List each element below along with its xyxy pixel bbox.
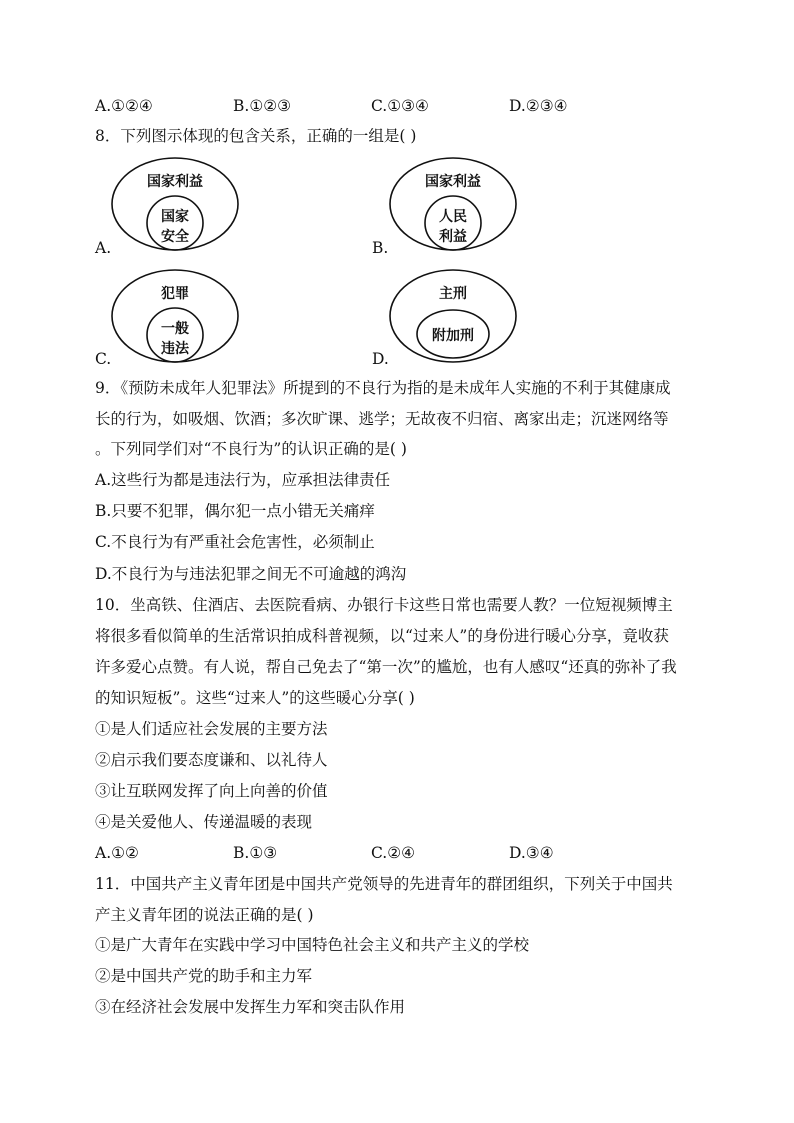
q9-option-c: C.不良行为有严重社会危害性，必须制止 xyxy=(95,533,375,551)
venn-a-inner-line2: 安全 xyxy=(161,229,189,245)
q11-stem-line2: 产主义青年团的说法正确的是( ) xyxy=(95,906,314,924)
venn-diagram-d xyxy=(388,267,518,367)
q10-statement-3: ③让互联网发挥了向上向善的价值 xyxy=(95,782,328,800)
q7-option-c: C.①③④ xyxy=(371,97,429,115)
q10-option-a: A.①② xyxy=(95,844,139,862)
q8-stem: 8．下列图示体现的包含关系，正确的一组是( ) xyxy=(95,127,417,145)
q8-option-d-label: D. xyxy=(372,350,389,368)
venn-d-outer-label: 主刑 xyxy=(439,286,467,302)
q10-stem-line3: 许多爱心点赞。有人说，帮自己免去了“第一次”的尴尬，也有人感叹“还真的弥补了我 xyxy=(95,658,677,676)
venn-c-inner-line1: 一般 xyxy=(161,321,189,337)
venn-b-inner-line2: 利益 xyxy=(439,229,467,245)
q10-stem-line4: 的知识短板”。这些“过来人”的这些暖心分享( ) xyxy=(95,689,415,707)
q9-stem-line1: 9．《预防未成年人犯罪法》所提到的不良行为指的是未成年人实施的不利于其健康成 xyxy=(95,379,671,397)
q11-statement-2: ②是中国共产党的助手和主力军 xyxy=(95,967,313,985)
q11-stem-line1: 11．中国共产主义青年团是中国共产党领导的先进青年的群团组织，下列关于中国共 xyxy=(95,875,673,893)
q7-option-b: B.①②③ xyxy=(233,97,292,115)
q9-option-d: D.不良行为与违法犯罪之间无不可逾越的鸿沟 xyxy=(95,565,407,583)
q10-option-d: D.③④ xyxy=(509,844,554,862)
venn-d-inner-line1: 附加刑 xyxy=(432,328,474,344)
venn-a-outer-label: 国家利益 xyxy=(147,174,203,190)
venn-b-inner-line1: 人民 xyxy=(439,209,467,225)
q7-option-d: D.②③④ xyxy=(509,97,568,115)
q11-statement-3: ③在经济社会发展中发挥生力军和突击队作用 xyxy=(95,998,406,1016)
q10-statement-2: ②启示我们要态度谦和、以礼待人 xyxy=(95,751,328,769)
q9-option-a: A.这些行为都是违法行为，应承担法律责任 xyxy=(95,471,391,489)
q10-stem-line1: 10．坐高铁、住酒店、去医院看病、办银行卡这些日常也需要人教？一位短视频博主 xyxy=(95,596,673,614)
q10-statement-4: ④是关爱他人、传递温暖的表现 xyxy=(95,813,313,831)
q9-stem-line3: 。下列同学们对“不良行为”的认识正确的是( ) xyxy=(95,440,407,458)
q8-option-b-label: B. xyxy=(372,239,389,257)
venn-b-outer-label: 国家利益 xyxy=(425,174,481,190)
q7-option-a: A.①②④ xyxy=(95,97,153,115)
q8-option-c-label: C. xyxy=(95,350,112,368)
q8-option-a-label: A. xyxy=(95,239,112,257)
q10-option-c: C.②④ xyxy=(371,844,416,862)
venn-diagram-c xyxy=(110,267,240,367)
venn-diagram-a xyxy=(110,155,240,255)
q9-option-b: B.只要不犯罪，偶尔犯一点小错无关痛痒 xyxy=(95,502,375,520)
q11-statement-1: ①是广大青年在实践中学习中国特色社会主义和共产主义的学校 xyxy=(95,936,530,954)
venn-diagram-b xyxy=(388,155,518,255)
q9-stem-line2: 长的行为，如吸烟、饮酒；多次旷课、逃学；无故夜不归宿、离家出走；沉迷网络等 xyxy=(95,410,669,428)
venn-a-inner-line1: 国家 xyxy=(161,209,189,225)
venn-c-outer-label: 犯罪 xyxy=(161,286,189,302)
q10-option-b: B.①③ xyxy=(233,844,278,862)
q10-stem-line2: 将很多看似简单的生活常识拍成科普视频，以“过来人”的身份进行暖心分享，竟收获 xyxy=(95,627,669,645)
q10-statement-1: ①是人们适应社会发展的主要方法 xyxy=(95,720,328,738)
venn-c-inner-line2: 违法 xyxy=(161,341,189,357)
